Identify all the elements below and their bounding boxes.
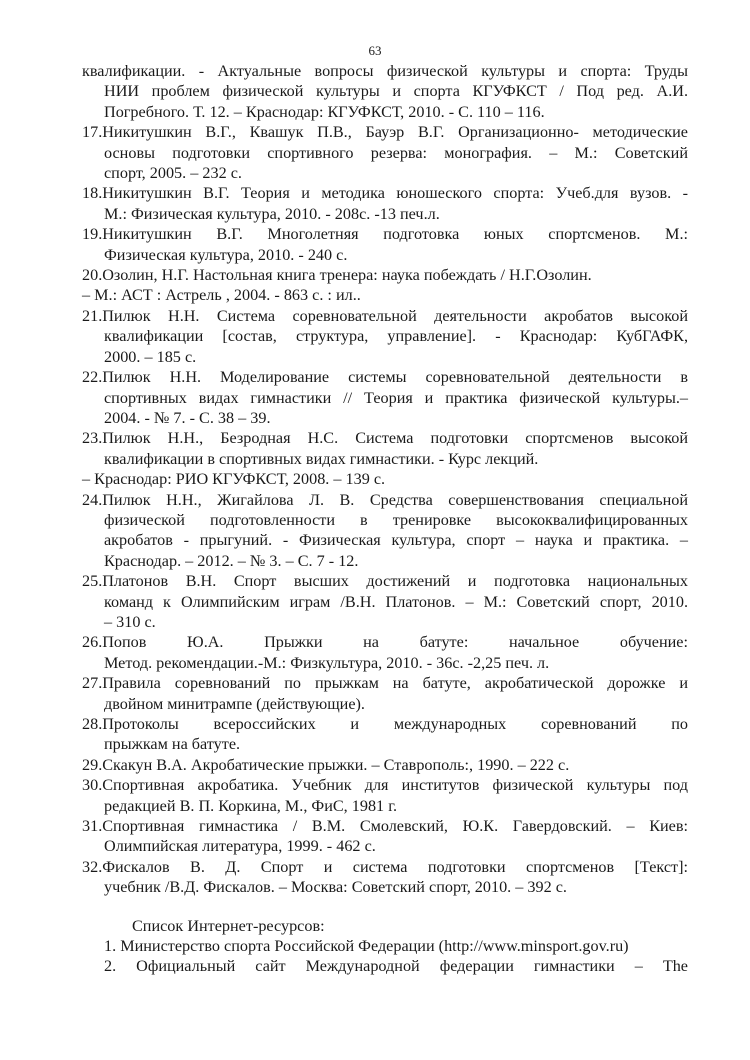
reference-entry: [82, 632, 688, 673]
reference-line: – М.: АСТ : Астрель , 2004. - 863 с. : ил..: [82, 286, 361, 305]
reference-entry: [82, 673, 688, 714]
reference-line: 18.Никитушкин В.Г. Теория и методика юношеского спорта: Учеб.для вузов. -: [82, 184, 688, 203]
reference-entry: [82, 367, 688, 428]
reference-entry: [82, 61, 688, 122]
reference-line: физической подготовленности в тренировке высококвалифицированных: [104, 510, 688, 529]
reference-entry: [82, 265, 688, 306]
reference-line: квалификации в спортивных видах гимнастики. - Курс лекций.: [104, 449, 539, 468]
reference-line: – Краснодар: РИО КГУФКСТ, 2008. – 139 с.: [82, 470, 386, 489]
reference-line: основы подготовки спортивного резерва: монография. – М.: Советский: [104, 143, 688, 162]
reference-line: 17.Никитушкин В.Г., Квашук П.В., Бауэр В.Г. Организационно- методические: [82, 123, 688, 142]
reference-line: Краснодар. – 2012. – № 3. – С. 7 - 12.: [104, 551, 359, 570]
reference-line: редакцией В. П. Коркина, М., ФиС, 1981 г.: [104, 796, 398, 815]
reference-line: квалификации [состав, структура, управление]. - Краснодар: КубГАФК,: [104, 327, 688, 346]
internet-resources-title: Список Интернет-ресурсов:: [132, 916, 325, 935]
reference-line: акробатов - прыгуний. - Физическая культура, спорт – наука и практика. –: [104, 531, 688, 550]
reference-line: 26.Попов Ю.А. Прыжки на батуте: начальное обучение:: [82, 633, 688, 652]
reference-line: 2004. - № 7. - С. 38 – 39.: [104, 408, 271, 427]
reference-line: 20.Озолин, Н.Г. Настольная книга тренера: наука побеждать / Н.Г.Озолин.: [82, 266, 592, 285]
document-body: [82, 61, 688, 977]
reference-line: 31.Спортивная гимнастика / В.М. Смолевский, Ю.К. Гавердовский. – Киев:: [82, 817, 688, 836]
reference-line: 19.Никитушкин В.Г. Многолетняя подготовка юных спортсменов. М.:: [82, 225, 688, 244]
reference-line: 24.Пилюк Н.Н., Жигайлова Л. В. Средства совершенствования специальной: [82, 490, 688, 509]
reference-entry: [82, 755, 688, 775]
reference-entry: [82, 816, 688, 857]
internet-resources-list: [82, 936, 688, 977]
reference-entry: [82, 490, 688, 572]
reference-line: двойном минитрампе (действующие).: [104, 694, 365, 713]
reference-entry: [82, 224, 688, 265]
reference-line: – 310 с.: [104, 612, 156, 631]
reference-line: 30.Спортивная акробатика. Учебник для институтов физической культуры под: [82, 776, 688, 795]
reference-line: команд к Олимпийским играм /В.Н. Платонов. – М.: Советский спорт, 2010.: [104, 592, 688, 611]
reference-line: 23.Пилюк Н.Н., Безродная Н.С. Система подготовки спортсменов высокой: [82, 429, 688, 448]
page-number: 63: [368, 43, 382, 58]
reference-line: 29.Скакун В.А. Акробатические прыжки. – Ставрополь:, 1990. – 222 с.: [82, 755, 570, 774]
reference-line: 27.Правила соревнований по прыжкам на батуте, акробатической дорожке и: [82, 674, 688, 693]
reference-line: 22.Пилюк Н.Н. Моделирование системы соревновательной деятельности в: [82, 368, 688, 387]
reference-entry: [82, 857, 688, 898]
reference-line: учебник /В.Д. Фискалов. – Москва: Советский спорт, 2010. – 392 с.: [104, 878, 567, 897]
reference-entry: [82, 122, 688, 183]
reference-entry: [82, 306, 688, 367]
reference-line: 32.Фискалов В. Д. Спорт и система подготовки спортсменов [Текст]:: [82, 857, 688, 876]
reference-entry: [82, 428, 688, 489]
reference-entry: [82, 714, 688, 755]
reference-line: Метод. рекомендации.-М.: Физкультура, 2010. - 36с. -2,25 печ. л.: [104, 653, 550, 672]
reference-line: спорт, 2005. – 232 с.: [104, 164, 242, 183]
reference-line: НИИ проблем физической культуры и спорта КГУФКСТ / Под ред. А.И.: [104, 82, 688, 101]
reference-line: прыжкам на батуте.: [104, 735, 241, 754]
reference-line: квалификации. - Актуальные вопросы физической культуры и спорта: Труды: [82, 62, 688, 80]
reference-line: спортивных видах гимнастики // Теория и практика физической культуры.–: [104, 388, 688, 407]
reference-line: 28.Протоколы всероссийских и международных соревнований по: [82, 715, 688, 733]
reference-entry: [82, 183, 688, 224]
internet-resources-section: [82, 916, 688, 977]
references-list: [82, 61, 688, 898]
reference-line: Погребного. Т. 12. – Краснодар: КГУФКСТ, 2010. - С. 110 – 116.: [104, 102, 545, 121]
reference-line: Физическая культура, 2010. - 240 с.: [104, 245, 348, 264]
reference-line: 25.Платонов В.Н. Спорт высших достижений и подготовка национальных: [82, 572, 688, 591]
reference-entry: [82, 775, 688, 816]
internet-resource-item: 2. Официальный сайт Международной федерации гимнастики – The: [104, 957, 688, 976]
internet-resource-item: 1. Министерство спорта Российской Федерации (http://www.minsport.gov.ru): [104, 937, 629, 956]
reference-line: Олимпийская литература, 1999. - 462 с.: [104, 837, 376, 856]
reference-line: 2000. – 185 с.: [104, 347, 197, 366]
reference-entry: [82, 571, 688, 632]
reference-line: М.: Физическая культура, 2010. - 208с. -13 печ.л.: [104, 204, 440, 223]
reference-line: 21.Пилюк Н.Н. Система соревновательной деятельности акробатов высокой: [82, 306, 688, 325]
